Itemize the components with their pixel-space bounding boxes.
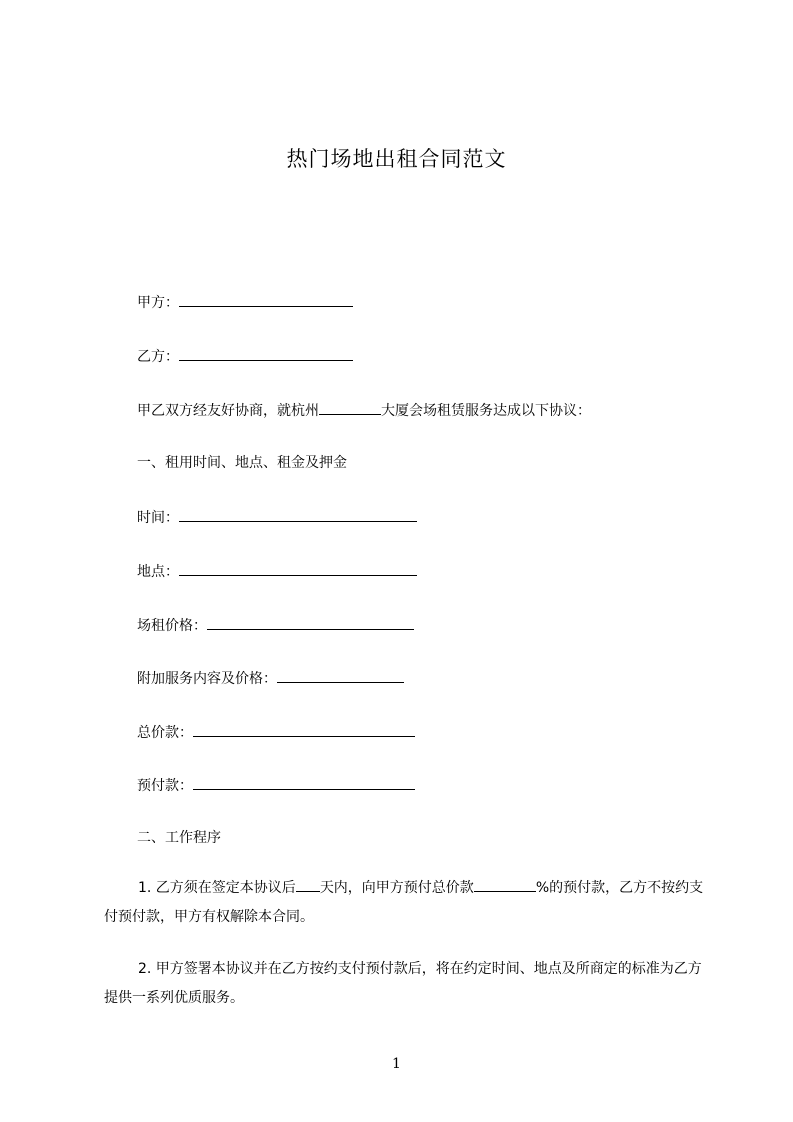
prepay-line: [137, 775, 415, 795]
building-name-blank[interactable]: [319, 400, 381, 415]
section1-heading: 一、租用时间、地点、租金及押金: [137, 455, 347, 471]
clause2-text: 2. 甲方签署本协议并在乙方按约支付预付款后，将在约定时间、地点及所商定的标准为乙方提供一系列优质服务。: [104, 961, 702, 1006]
total-line: [137, 722, 415, 742]
extra-service-label: 附加服务内容及价格：: [137, 671, 277, 687]
party-a-label: 甲方：: [137, 295, 179, 311]
clause-1: [104, 874, 704, 932]
prepay-blank[interactable]: [193, 775, 415, 790]
percent-blank[interactable]: [474, 877, 536, 892]
clause1-text-a: 1. 乙方须在签定本协议后: [138, 880, 296, 896]
party-b-label: 乙方：: [137, 349, 179, 365]
clause1-text-c: %的预付款，乙方不按约支付预付款，甲方有权解除本合同。: [104, 880, 704, 925]
section2-heading: 二、工作程序: [137, 830, 221, 846]
page-number: 1: [392, 1056, 401, 1072]
party-a-blank[interactable]: [179, 292, 353, 307]
intro-text-b: 大厦会场租赁服务达成以下协议：: [381, 403, 591, 419]
clause-2: [104, 955, 704, 1013]
time-line: [137, 507, 417, 527]
intro-line: [137, 400, 591, 420]
intro-text-a: 甲乙双方经友好协商，就杭州: [137, 403, 319, 419]
extra-service-blank[interactable]: [277, 668, 404, 683]
place-label: 地点：: [137, 564, 179, 580]
total-blank[interactable]: [193, 722, 415, 737]
party-b-line: [137, 346, 353, 366]
party-a-line: [137, 292, 353, 312]
venue-price-line: [137, 615, 414, 635]
place-line: [137, 561, 417, 581]
party-b-blank[interactable]: [179, 346, 353, 361]
clause1-text-b: 天内，向甲方预付总价款: [319, 880, 474, 896]
total-label: 总价款：: [137, 725, 193, 741]
time-blank[interactable]: [179, 507, 417, 522]
document-title: 热门场地出租合同范文: [286, 147, 507, 171]
venue-price-blank[interactable]: [207, 615, 414, 630]
place-blank[interactable]: [179, 561, 417, 576]
days-blank[interactable]: [296, 877, 320, 892]
prepay-label: 预付款：: [137, 778, 193, 794]
venue-price-label: 场租价格：: [137, 618, 207, 634]
extra-service-line: [137, 668, 404, 688]
time-label: 时间：: [137, 510, 179, 526]
